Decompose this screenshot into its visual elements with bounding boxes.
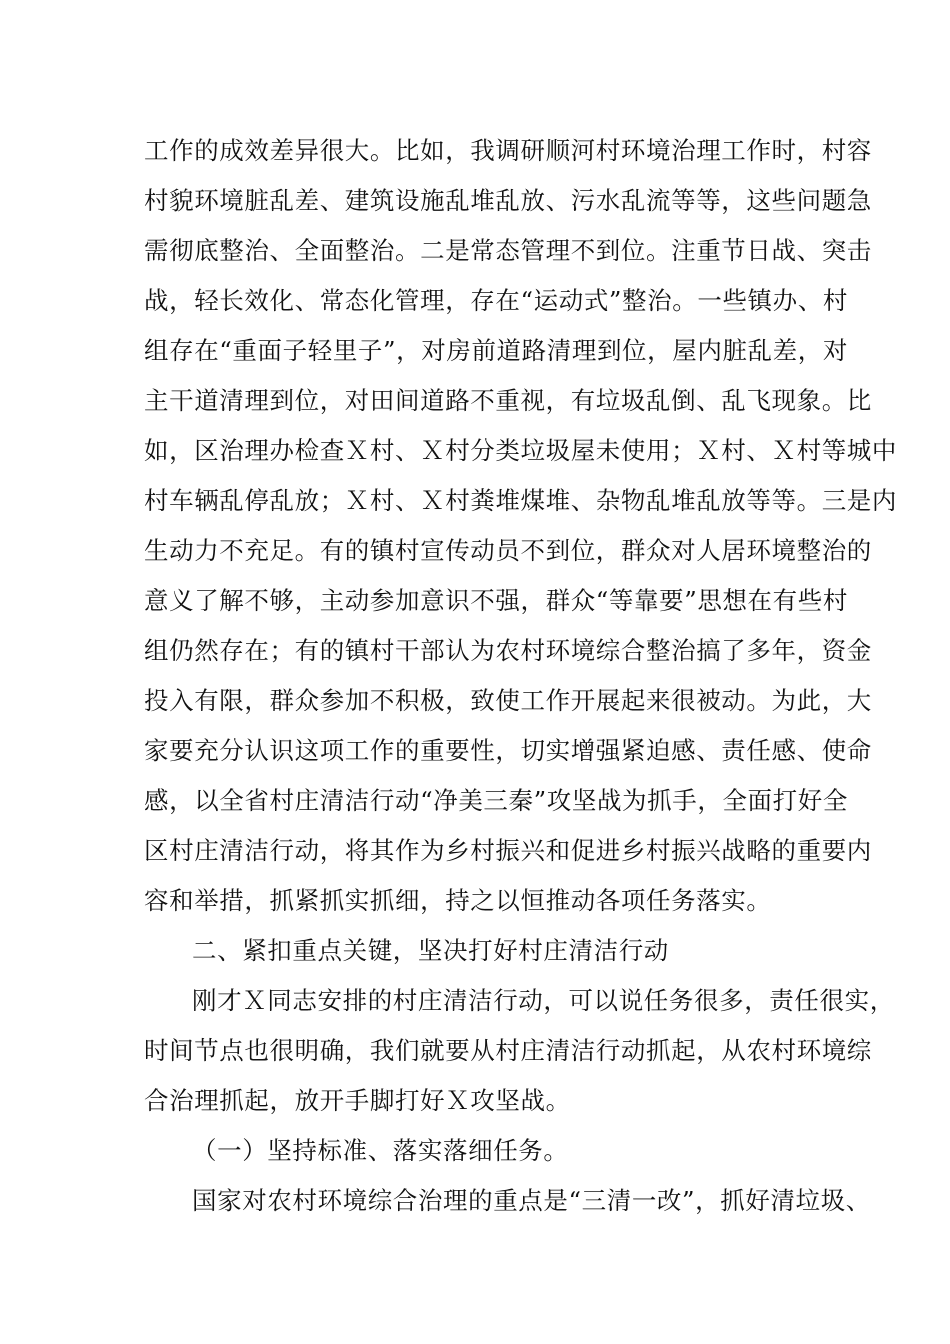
body-line: 国家对农村环境综合治理的重点是“三清一改”，抓好清垃圾、 <box>192 1186 871 1215</box>
body-line: 组仍然存在；有的镇村干部认为农村环境综合整治搞了多年，资金 <box>144 636 872 665</box>
body-line: 家要充分认识这项工作的重要性，切实增强紧迫感、责任感、使命 <box>144 736 872 765</box>
body-line: 组存在“重面子轻里子”，对房前道路清理到位，屋内脏乱差，对 <box>144 336 848 365</box>
body-line: 区村庄清洁行动，将其作为乡村振兴和促进乡村振兴战略的重要内 <box>144 836 872 865</box>
body-line: 刚才Ｘ同志安排的村庄清洁行动，可以说任务很多，责任很实， <box>192 986 895 1015</box>
body-line: 合治理抓起，放开手脚打好Ｘ攻坚战。 <box>144 1086 571 1115</box>
body-line: 如，区治理办检查Ｘ村、Ｘ村分类垃圾屋未使用；Ｘ村、Ｘ村等城中 <box>144 436 897 465</box>
body-line: 战，轻长效化、常态化管理，存在“运动式”整治。一些镇办、村 <box>144 286 848 315</box>
body-line: 工作的成效差异很大。比如，我调研顺河村环境治理工作时，村容 <box>144 136 872 165</box>
body-line: 需彻底整治、全面整治。二是常态管理不到位。注重节日战、突击 <box>144 236 872 265</box>
body-line: 容和举措，抓紧抓实抓细，持之以恒推动各项任务落实。 <box>144 886 772 915</box>
body-line: 村貌环境脏乱差、建筑设施乱堆乱放、污水乱流等等，这些问题急 <box>144 186 872 215</box>
body-line: 感，以全省村庄清洁行动“净美三秦”攻坚战为抓手，全面打好全 <box>144 786 848 815</box>
body-line: 投入有限，群众参加不积极，致使工作开展起来很被动。为此，大 <box>144 686 872 715</box>
section-heading: 二、紧扣重点关键，坚决打好村庄清洁行动 <box>192 936 669 965</box>
subsection-heading: （一）坚持标准、落实落细任务。 <box>192 1136 569 1165</box>
body-line: 意义了解不够，主动参加意识不强，群众“等靠要”思想在有些村 <box>144 586 848 615</box>
body-line: 村车辆乱停乱放；Ｘ村、Ｘ村粪堆煤堆、杂物乱堆乱放等等。三是内 <box>144 486 897 515</box>
body-line: 时间节点也很明确，我们就要从村庄清洁行动抓起，从农村环境综 <box>144 1036 872 1065</box>
body-line: 主干道清理到位，对田间道路不重视，有垃圾乱倒、乱飞现象。比 <box>144 386 872 415</box>
body-line: 生动力不充足。有的镇村宣传动员不到位，群众对人居环境整治的 <box>144 536 872 565</box>
